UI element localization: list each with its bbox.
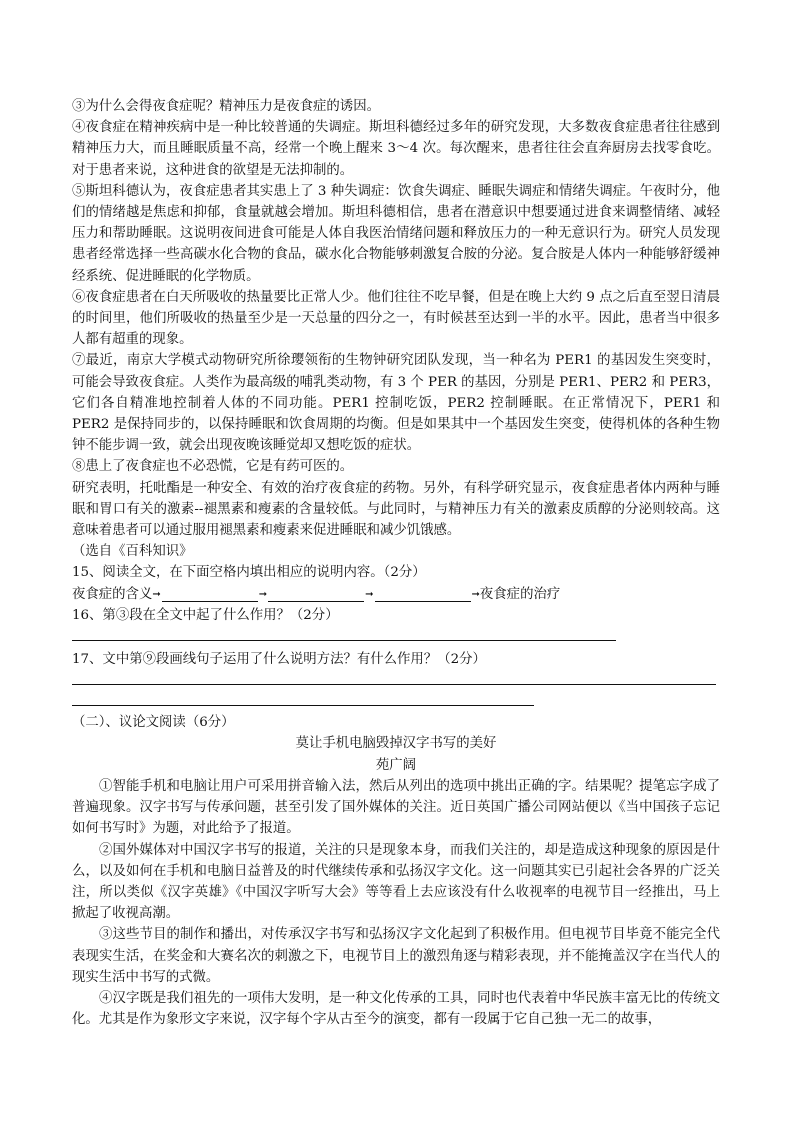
paragraph-5: ⑤斯坦科德认为，夜食症患者其实患上了 3 种失调症：饮食失调症、睡眠失调症和情绪失调症。午夜时分，他们的情绪越是焦虑和抑郁，食量就越会增加。斯坦科德相信，患者在潜意识中想要通过进食来调整情绪、减轻压力和帮助睡眠。这说明夜间进食可能是人体自我医治情绪问题和释放压力的一种无意识行为。研究人员发现患者经常选择一些高碳水化合物的食品，碳水化合物能够刺激复合胺的分泌。复合胺是人体内一种能够舒缓神经系统、促进睡眠的化学物质。	[72, 183, 720, 284]
arrow-right-icon: ➞	[152, 588, 161, 600]
flow-diagram	[72, 584, 720, 605]
flow-end-label: 夜食症的治疗	[479, 586, 561, 602]
paragraph-6: ⑥夜食症患者在白天所吸收的热量要比正常人少。他们往往不吃早餐，但是在晚上大约 9 点之后直至翌日清晨的时间里，他们所吸收的热量至少是一天总量的四分之一，有时候甚至达到一半的水平。因此，患者当中很多人都有超重的现象。	[72, 289, 720, 348]
article-paragraph-3: ③这些节目的制作和播出，对传承汉字书写和弘扬汉字文化起到了积极作用。但电视节目毕竟不能完全代表现实生活，在奖金和大赛名次的刺激之下，电视节目上的激烈角逐与精彩表现，并不能掩盖汉字在当代人的现实生活中书写的式微。	[72, 927, 720, 985]
paragraph-8: ⑧患上了夜食症也不必恐慌，它是有药可医的。	[72, 459, 354, 475]
section-heading: （二）、议论文阅读（6分）	[72, 715, 235, 731]
answer-line-17a[interactable]	[72, 684, 716, 685]
question-16: 16、第③段在全文中起了什么作用？（2分）	[72, 607, 339, 623]
article-title: 莫让手机电脑毁掉汉字书写的美好	[295, 736, 497, 752]
article-paragraph-1: ①智能手机和电脑让用户可采用拼音输入法，然后从列出的选项中挑出正确的字。结果呢？提笔忘字成了普遍现象。汉字书写与传承问题，甚至引发了国外媒体的关注。近日英国广播公司网站便以《当中国孩子忘记如何书写时》为题，对此给予了报道。	[72, 778, 720, 837]
answer-blank-3[interactable]	[375, 587, 471, 602]
arrow-right-icon: ➞	[365, 588, 374, 600]
arrow-right-icon: ➞	[471, 588, 480, 600]
paragraph-3: ③为什么会得夜食症呢？精神压力是夜食症的诱因。	[72, 99, 380, 114]
article-author: 苑广阔	[375, 757, 417, 773]
answer-line-16[interactable]	[72, 640, 616, 641]
answer-blank-2[interactable]	[268, 587, 364, 602]
question-15: 15、阅读全文，在下面空格内填出相应的说明内容。（2分）	[72, 565, 426, 581]
flow-start-label: 夜食症的含义	[72, 586, 153, 602]
answer-line-17b[interactable]	[72, 705, 534, 706]
source-note: （选自《百科知识》	[72, 544, 193, 560]
arrow-right-icon: ➞	[258, 588, 268, 600]
document-page	[72, 96, 720, 1030]
question-17: 17、文中第⑨段画线句子运用了什么说明方法？有什么作用？（2分）	[72, 652, 486, 668]
paragraph-7: ⑦最近，南京大学模式动物研究所徐璎领衔的生物钟研究团队发现，当一种名为 PER1 的基因发生突变时，可能会导致夜食症。人类作为最高级的哺乳类动物，有 3 个 PER 的基因，分别是 PER1、PER2 和 PER3，它们各自精准地控制着人体的不同功能。PER1 控制吃饭，PER2 控制睡眠。在正常情况下，PER1 和 PER2 是保持同步的，以保持睡眠和饮食周期的均衡。但是如果其中一个基因发生突变，使得机体的各种生物钟不能步调一致，就会出现夜晚该睡觉却又想吃饭的症状。	[72, 353, 721, 454]
paragraph-9: 研究表明，托吡酯是一种安全、有效的治疗夜食症的药物。另外，有科学研究显示，夜食症患者体内两种与睡眠和胃口有关的激素--褪黑素和瘦素的含量较低。与此同时，与精神压力有关的激素皮质醇的分泌则较高。这意味着患者可以通过服用褪黑素和瘦素来促进睡眠和减少饥饿感。	[72, 480, 720, 539]
paragraph-4: ④夜食症在精神疾病中是一种比较普通的失调症。斯坦科德经过多年的研究发现，大多数夜食症患者往往感到精神压力大，而且睡眠质量不高，经常一个晚上醒来 3～4 次。每次醒来，患者往往会直奔厨房去找零食吃。对于患者来说，这种进食的欲望是无法抑制的。	[72, 120, 720, 178]
article-paragraph-2: ②国外媒体对中国汉字书写的报道，关注的只是现象本身，而我们关注的，却是造成这种现象的原因是什么，以及如何在手机和电脑日益普及的时代继续传承和弘扬汉字文化。这一问题其实已引起社会各界的广泛关注，所以类似《汉字英雄》《中国汉字听写大会》等等看上去应该没有什么收视率的电视节目一经推出，马上掀起了收视高潮。	[72, 842, 720, 922]
answer-blank-1[interactable]	[162, 587, 258, 602]
article-paragraph-4: ④汉字既是我们祖先的一项伟大发明，是一种文化传承的工具，同时也代表着中华民族丰富无比的传统文化。尤其是作为象形文字来说，汉字每个字从古至今的演变，都有一段属于它自己独一无二的故事，	[72, 990, 720, 1028]
